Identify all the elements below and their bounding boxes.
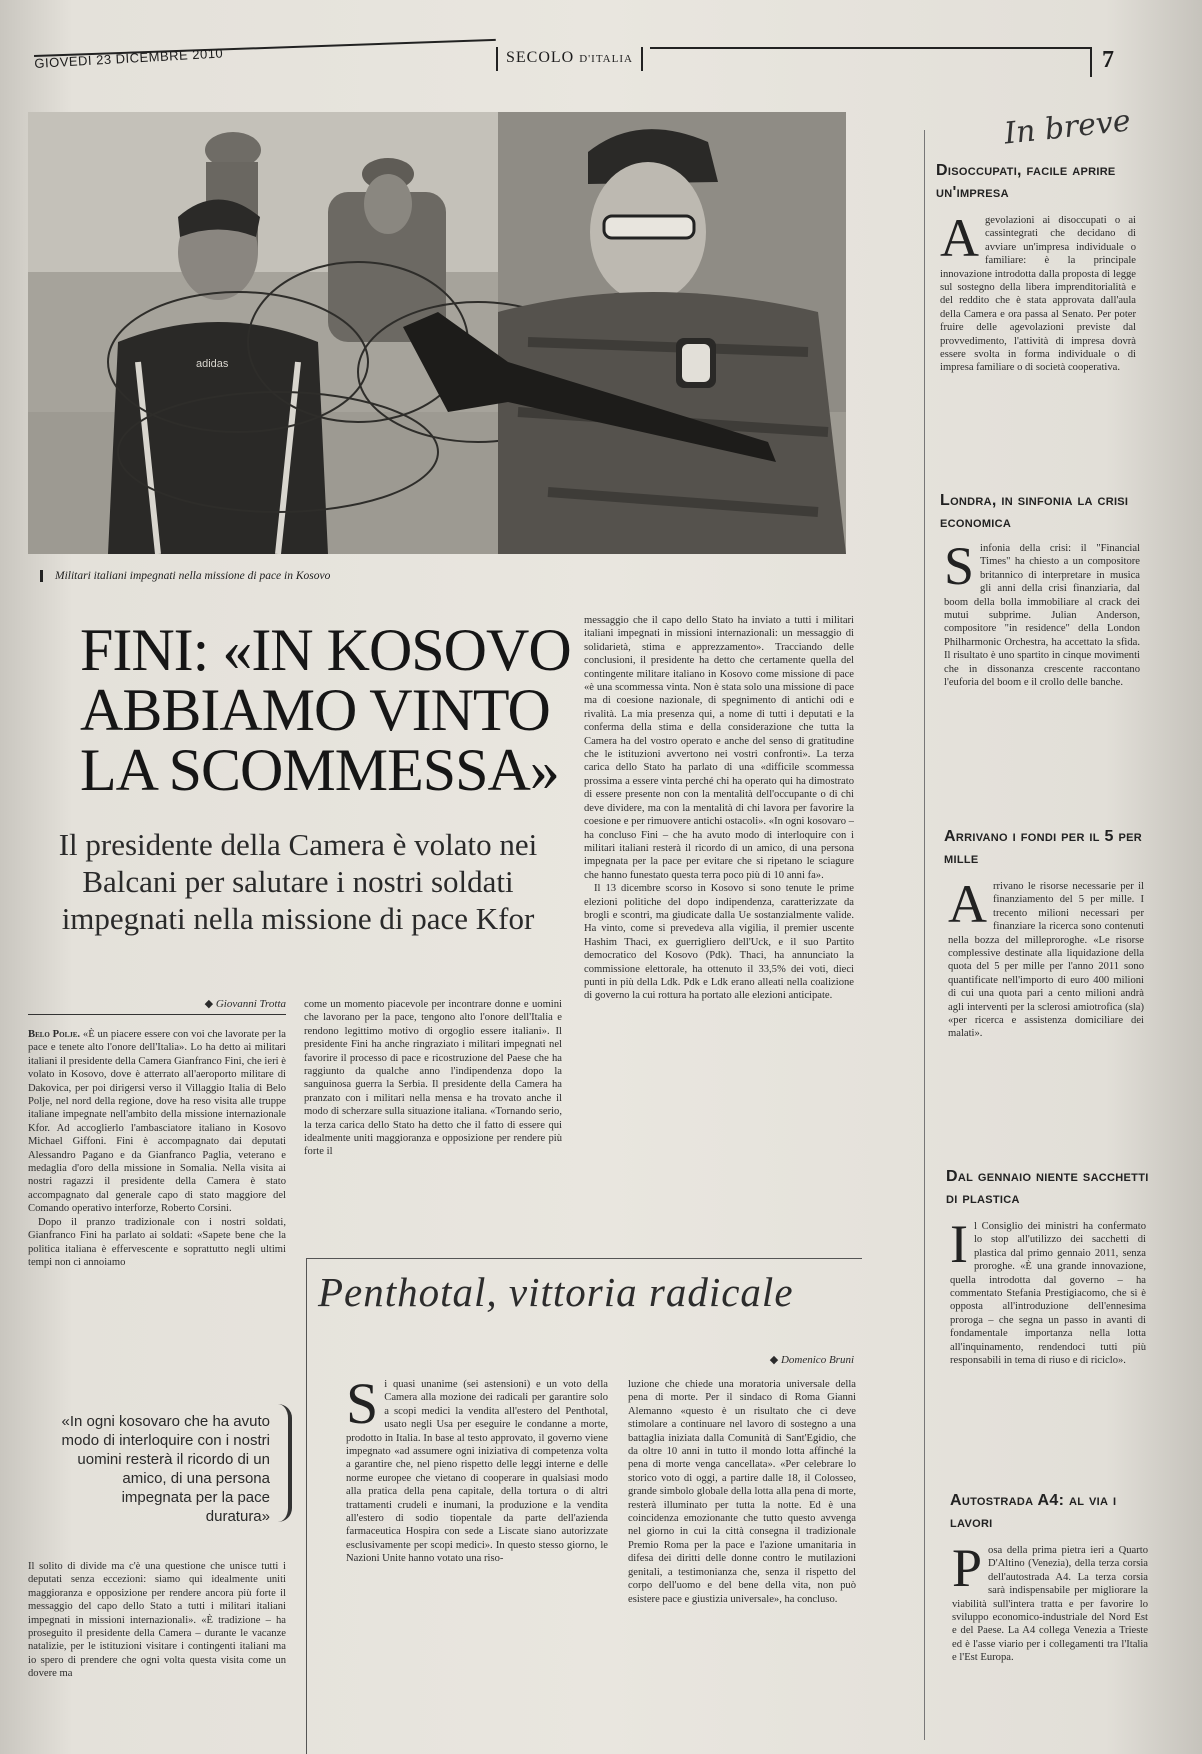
brief-text-sacchetti (950, 1220, 1146, 1468)
main-article-col1 (28, 1028, 286, 1360)
brief-body-londra: infonia della crisi: il "Financial Times" ha chiesto a un compositore britannico di interpretare in musica gli anni della crisi finanziaria, dal boom della bolla immobiliare al crack dei mutui subprime. Julian Anderson, compositore "in residence" della London Philharmonic Orchestra, ha accettato la sfida. Il risultato è uno spartito in cinque movimenti che in dissonanza crescente raccontano l'euforia del boom e il crollo delle banche. (944, 543, 1140, 689)
brief-title-5permille: Arrivano i fondi per il 5 per mille (944, 828, 1143, 867)
brief-text-londra (944, 542, 1140, 804)
penthotal-title: Penthotal, vittoria radicale (318, 1269, 794, 1315)
penthotal-col2-text: luzione che chiede una moratoria universale della pena di morte. Per il sindaco di Roma Gianni Alemanno «questo è un risultato che ci deve stimolare a continuare nel lavoro di sostegno a una battaglia iniziata dalla Comunità di Sant'Egidio, che da oltre 10 anni in tutto il mondo lotta affinché la pena di morte venga cancellata». «Per celebrare lo storico voto di oggi, a partire dalle 18, il Colosseo, grande simbolo globale della lotta alla pena di morte, resterà illuminato per tutta la notte. Ed è una coincidenza emozionante che tutto questo avvenga nel giorno in cui la città consegna il tradizionale Premio Roma per la pace e l'azione umanitaria in difesa dei diritti delle donne contro le mutilazioni genitali, a testimonianza che, senza il rispetto del corpo dell'uomo e del bene della vita, non può esistere pace e giustizia universale», ha concluso. (628, 1379, 856, 1605)
brief-body-autostrada: osa della prima pietra ieri a Quarto D'Altino (Venezia), della terza corsia dell'autostrada A4. La terza corsia sarà indispensabile per migliorare la viabilità sull'intera tratta e per favorire lo sviluppo economico-industriale del Nord Est e del Paese. La A4 collega Venezia a Trieste ed è l'asse viario per i collegamenti tra l'Italia e l'Est Europa. (952, 1545, 1148, 1664)
issue-date: GIOVEDÌ 23 DICEMBRE 2010 (34, 45, 224, 71)
brief-body-sacchetti: l Consiglio dei ministri ha confermato lo stop all'utilizzo dei sacchetti di plastica dal primo gennaio 2011, senza proroghe. «È una grande innovazione, quella introdotta dal governo – ha commentato Stefania Prestigiacomo, che si è opposta all'introduzione dell'ennesima proroga – che segna un passo in avanti di fondamentale importanza nella lotta all'inquinamento, rendendoci tutti più responsabili in tema di riuso e di riciclo». (950, 1221, 1146, 1367)
brief-body-disoccupati: gevolazioni ai disoccupati o ai cassintegrati che decidano di avviare un'impresa individuale o familiare: è la principale innovazione introdotta dalla proposta di legge sul sostegno della libera imprenditorialità e del reddito che è stata approvata dall'aula della Camera e ora passa al Senato. Per poter fruire delle agevolazioni previste dal provvedimento, l'attività di impresa dovrà essere svolta in forma individuale o di impresa familiare o di società cooperativa. (940, 215, 1136, 374)
main-col1b-text: Dopo il pranzo tradizionale con i nostri soldati, Gianfranco Fini ha parlato ai soldati: «Sapete bene che la politica italiana è effervescente e soprattutto negli ultimi tempi non ci annoiamo (28, 1216, 286, 1268)
main-col3-text: messaggio che il capo dello Stato ha inviato a tutti i militari italiani impegnati in missioni internazionali: un messaggio di solidarietà, stima e apprezzamento». Tracciando delle conclusioni, il presidente ha detto che certamente quella del contingente militare italiano in Kosovo come missione di pace «è una scommessa vinta. Non è stata solo una missione di pace ma di coesione nazionale, di spegnimento di antichi odi e rivalità. La mia presenza qui, a nome di tutti i deputati e la conferma della stima e della considerazione che tutta la Camera ha del vostro operato e anche del senso di gratitudine che le istituzioni avvertono nei vostri confronti». La terza carica dello Stato ha parlato di una «difficile scommessa prossima a essere vinta perché chi ha operato qui ha dimostrato di essere presente non con la mentalità dell'occupante o di chi deve dividere, ma con la mentalità di chi lavora per favorire la coesione e per rimuovere antichi ostacoli». «In ogni kosovaro – ha concluso Fini – che ha avuto modo di interloquire con i militari italiani resterà il ricordo di un amico, di una persona impegnata per la pace per evitare che si ripetano le sciagure che hanno funestato questa terra poco più di 10 anni fa». (584, 615, 854, 881)
brief-body-5permille: rrivano le risorse necessarie per il finanziamento del 5 per mille. I trecento milioni necessari per finanziare la ricerca sono contenuti nella bozza del milleproroghe. «Le risorse complessive destinate alla liquidazione della quota del 5 per mille per l'anno 2011 sono quantificate nell'importo di euro 400 milioni di cui una quota pari a cento milioni andrà agli interventi per la sclerosi amiotrofica (sla) «per ricerca e assistenza domiciliare dei malati». (948, 881, 1144, 1040)
brief-title-londra: Londra, in sinfonia la crisi economica (940, 492, 1129, 531)
penthotal-col1 (346, 1378, 608, 1748)
brief-dropcap-disoccupati: A (940, 214, 979, 268)
photo-caption: Militari italiani impegnati nella missione di pace in Kosovo (40, 570, 330, 582)
masthead-title (496, 47, 643, 71)
main-subheadline: Il presidente della Camera è volato nei Balcani per salutare i nostri soldati impegnati nella missione di pace Kfor (58, 827, 538, 936)
pull-quote-bracket (278, 1404, 292, 1522)
brief-title-autostrada: Autostrada A4: al via i lavori (950, 1492, 1117, 1531)
penthotal-byline-author: Domenico Bruni (780, 1354, 854, 1366)
brief-dropcap-londra: S (944, 542, 975, 596)
shirt-logo: adidas (196, 358, 229, 370)
page-number: 7 (1090, 47, 1114, 77)
main-col3b-text: Il 13 dicembre scorso in Kosovo si sono tenute le prime elezioni politiche del dopo indipendenza, caratterizzate da brogli e scontri, ma giudicate dalla Ue sostanzialmente valide. Ha vinto, come si prevedeva alla vigilia, il premier uscente Hashim Thaci, ex guerrigliero dell'Uck, e il suo Partito democratico del Kosovo (Pdk). Thaci, ha annunciato la commissione elettorale, ha ottenuto il 33,5% dei voti, dieci punti in più della Ldk. Pdk e Ldk erano alleati nella coalizione di governo la cui rottura ha portato alle elezioni anticipate. (584, 883, 854, 1002)
brief-title-disoccupati: Disoccupati, facile aprire un'impresa (936, 162, 1116, 201)
penthotal-col1-text: i quasi unanime (sei astensioni) e un voto della Camera alla mozione dei radicali per garantire solo a scopi medici la vendita all'estero del Penthotal, usato negli Usa per eseguire le condanne a morte, prodotto in Italia. In base al testo approvato, il governo viene impegnato «ad assumere ogni iniziativa di competenza volta a garantire che, nel pieno rispetto delle leggi interne e delle norme europee che vietano di cooperare in qualsiasi modo alla pratica della pena capitale, della tortura o di altri trattamenti crudeli e inumani, la produzione e la vendita all'estero di sodio tiopentale da parte dell'azienda farmaceutica Hospira con sede a Liscate siano autorizzate esclusivamente per scopi medici». In questo stesso giorno, le Nazioni Unite hanno votato una riso- (346, 1379, 608, 1565)
brief-text-disoccupati (940, 214, 1136, 470)
main-col1c-text: Il solito di divide ma c'è una questione che unisce tutti i deputati senza eccezioni: siamo qui idealmente uniti maggioranza e opposizione per rendere ancora più forte il messaggio del capo dello Stato a tutti i militari italiani impegnati in missioni internazionali». «È tradizione – ha proseguito il presidente della Camera – durante le vacanze natalizie, per le istituzioni visitare i contingenti italiani ma io spero di prendere che ogni volta questa visita come un dovere ma (28, 1561, 286, 1680)
main-byline-column (28, 998, 286, 1015)
dateline: Belo Polje. (28, 1029, 81, 1040)
brief-text-5permille (948, 880, 1144, 1176)
main-article-col1c (28, 1560, 286, 1750)
main-headline: FINI: «IN KOSOVO ABBIAMO VINTO LA SCOMMESSA» (80, 617, 571, 803)
penthotal-byline: ◆ Domenico Bruni (769, 1354, 854, 1366)
brief-dropcap-5permille: A (948, 880, 987, 934)
penthotal-byline-wrap (586, 1354, 854, 1370)
penthotal-col2 (628, 1378, 856, 1748)
main-col1-text: «È un piacere essere con voi che lavorate per la pace e tenete alto l'onore dell'Italia». Lo ha detto ai militari italiani il presidente della Camera Gianfranco Fini, che ieri è volato in Kosovo, dove è atterrato all'aeroporto militare di Dakovica, per poi dirigersi verso il Villaggio Italia di Belo Polje, nel nord della regione, dove ha reso visita alle truppe italiane impegnate nell'ambito della missione internazionale Kfor. Ad accoglierlo l'ambasciatore italiano in Kosovo Michael Giffoni. Fini è accompagnato dai deputati Alessandro Pagano e da Gianfranco Paglia, veterano e medaglia d'oro della missione in Somalia. Nella visita ai nostri ragazzi il presidente della Camera è stato accompagnato dal generale capo di stato maggiore del Comando operativo interforze, Roberto Corsini. (28, 1029, 286, 1215)
photo-illustration (28, 112, 846, 554)
header-rule-right (650, 47, 1090, 49)
main-byline-author: Giovanni Trotta (215, 998, 286, 1010)
brief-text-autostrada (952, 1544, 1148, 1750)
in-breve-label: In breve (1002, 103, 1133, 152)
masthead-main: SECOLO (506, 49, 575, 66)
masthead-small: D'ITALIA (579, 53, 633, 65)
sidebar-rule (924, 130, 925, 1740)
brief-dropcap-autostrada: P (952, 1544, 983, 1598)
kosovo-soldiers-photo (28, 112, 846, 554)
pull-quote: «In ogni kosovaro che ha avuto modo di interloquire con i nostri uomini resterà il ricordo di un amico, di una persona impegnata per la pace duratura» (61, 1413, 270, 1525)
main-article-col2 (304, 998, 562, 1222)
penthotal-dropcap: S (346, 1378, 379, 1436)
main-byline: ◆ Giovanni Trotta (28, 998, 286, 1015)
brief-dropcap-sacchetti: I (950, 1220, 968, 1274)
main-col2-text: come un momento piacevole per incontrare donne e uomini che lavorano per la pace, tengono alto l'onore dell'Italia e rendono legittimo motivo di orgoglio essere italiani». Il presidente Fini ha anche ringraziato i militari impegnati nel favorire il processo di pace e ricostruzione del Paese che ha raggiunto da qualche anno l'indipendenza dopo la sanguinosa guerra la Serbia. Il presidente della Camera ha pranzato con i militari nella mensa e ha trovato anche il modo di scherzare sulla situazione italiana. «Tornando serio, la terza carica dello Stato ha detto che il fatto di essere qui idealmente uniti maggioranza e opposizione per rendere più forte il (304, 999, 562, 1158)
main-article-col3 (584, 614, 854, 1224)
brief-title-sacchetti: Dal gennaio niente sacchetti di plastica (946, 1168, 1149, 1207)
